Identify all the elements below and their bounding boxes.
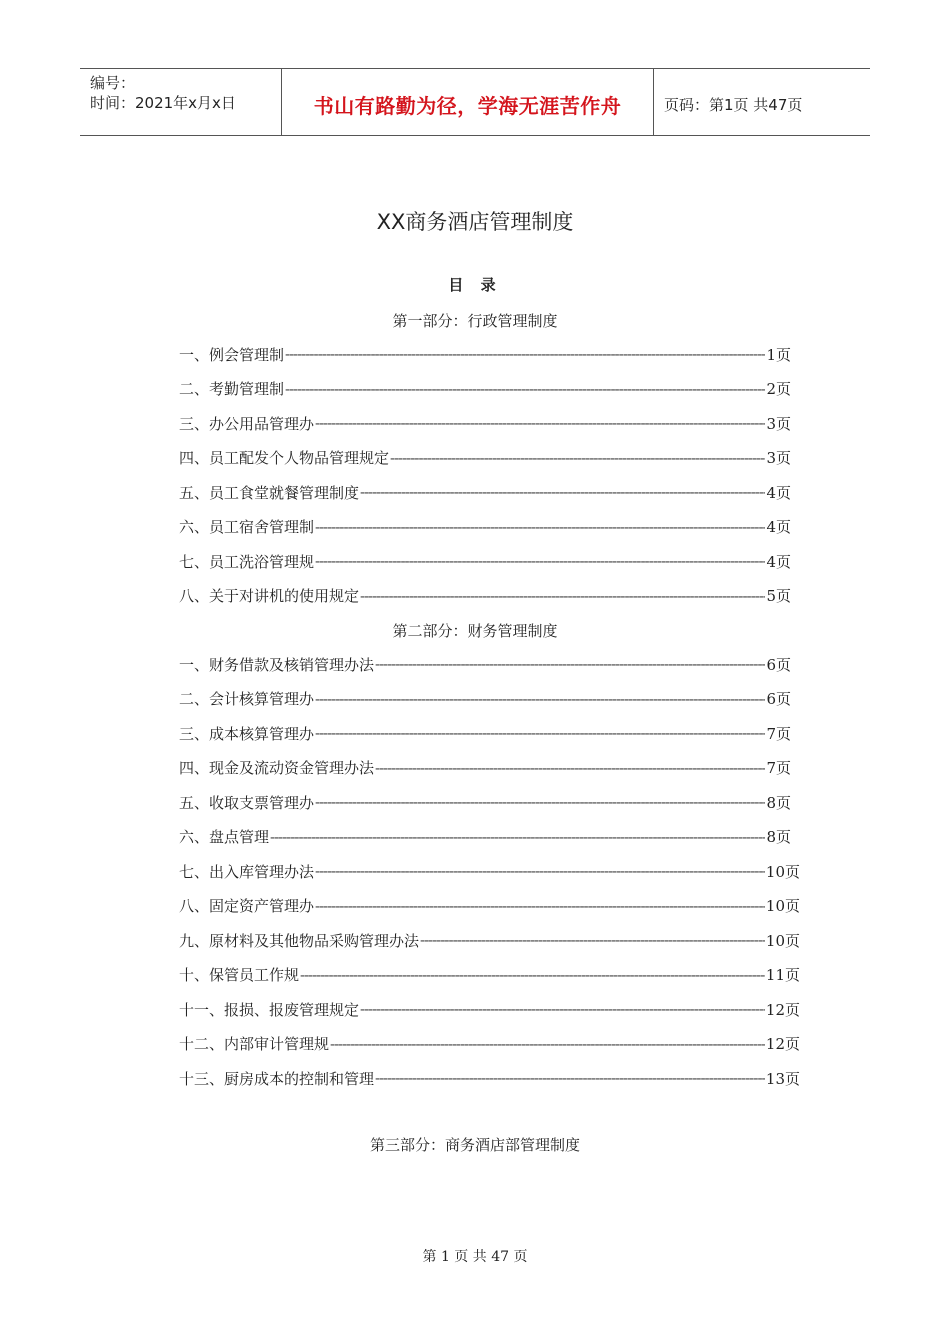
toc-leader-dashes [315, 793, 765, 811]
toc-heading: 目 录 [448, 276, 502, 294]
toc-leader-dashes [330, 1035, 765, 1053]
toc-leader-dashes [315, 552, 765, 570]
toc-leader-dashes [270, 828, 765, 846]
document-title: XX商务酒店管理制度 [376, 210, 574, 234]
serial-label: 编号： [90, 74, 136, 92]
toc-entry-page: 4页 [766, 518, 791, 536]
toc-leader-dashes [390, 449, 765, 467]
toc-entry[interactable] [179, 929, 800, 951]
toc-leader-dashes [315, 862, 765, 880]
toc-entry-page: 7页 [766, 759, 791, 777]
toc-entry-page: 10页 [765, 862, 800, 881]
header-page-info: 页码：第1页 共47页 [664, 95, 803, 114]
toc-entry-page: 2页 [766, 380, 791, 398]
toc-entry[interactable] [179, 722, 791, 744]
toc-leader-dashes [315, 897, 765, 915]
toc-entry-label: 九、原材料及其他物品采购管理办法 [179, 931, 420, 950]
toc-leader-dashes [315, 518, 765, 536]
toc-entry[interactable] [179, 653, 791, 675]
page-header [80, 68, 870, 136]
toc-entry[interactable] [179, 791, 791, 813]
toc-entry-page: 4页 [766, 483, 791, 502]
toc-entry-label: 十三、厨房成本的控制和管理 [179, 1069, 375, 1088]
toc-entry[interactable] [179, 412, 791, 434]
toc-entry[interactable] [179, 1033, 800, 1055]
toc-entry-page: 1页 [766, 345, 791, 364]
toc-entry[interactable] [179, 860, 800, 882]
toc-entry-label: 一、财务借款及核销管理办法 [179, 655, 375, 674]
toc-entry-page: 3页 [766, 414, 791, 433]
toc-leader-dashes [285, 345, 765, 363]
time-label: 时间：2021年x月x日 [90, 94, 236, 112]
toc-entry-label: 一、例会管理制 [179, 345, 285, 364]
toc-entry-page: 11页 [765, 966, 800, 984]
toc-entry[interactable] [179, 516, 791, 538]
header-meta [80, 69, 281, 135]
toc-entry-page: 8页 [766, 793, 791, 812]
toc-entry-label: 五、收取支票管理办 [179, 793, 315, 812]
toc-part-title: 第三部分：商务酒店部管理制度 [369, 1136, 580, 1154]
toc-entry-page: 12页 [765, 1000, 800, 1019]
toc-entry-page: 7页 [766, 724, 791, 743]
toc-entry[interactable] [179, 998, 800, 1020]
toc-entry-label: 七、出入库管理办法 [179, 862, 315, 881]
toc-entry-label: 二、考勤管理制 [179, 380, 285, 398]
toc-entry-page: 6页 [766, 690, 791, 708]
toc-leader-dashes [360, 1000, 765, 1018]
toc-entry[interactable] [179, 1067, 800, 1089]
toc-entry-label: 四、员工配发个人物品管理规定 [179, 449, 390, 467]
toc-leader-dashes [375, 759, 765, 777]
toc-entry-page: 4页 [766, 552, 791, 571]
toc-leader-dashes [360, 483, 765, 501]
toc-leader-dashes [315, 690, 765, 708]
toc-entry[interactable] [179, 343, 791, 365]
toc-entry-page: 13页 [765, 1069, 800, 1088]
toc-entry-page: 3页 [766, 449, 791, 467]
toc-entry-label: 二、会计核算管理办 [179, 690, 315, 708]
toc-entry-label: 六、盘点管理 [179, 828, 270, 846]
toc-entry-label: 七、员工洗浴管理规 [179, 552, 315, 571]
toc-entry-page: 8页 [766, 828, 791, 846]
toc-entry-page: 6页 [766, 655, 791, 674]
toc-leader-dashes [375, 655, 765, 673]
toc-entry-label: 五、员工食堂就餐管理制度 [179, 483, 360, 502]
toc-leader-dashes [285, 380, 765, 398]
toc-entry-label: 三、办公用品管理办 [179, 414, 315, 433]
toc-entry[interactable] [179, 757, 791, 779]
toc-leader-dashes [315, 414, 765, 432]
toc-entry-label: 四、现金及流动资金管理办法 [179, 759, 375, 777]
toc-entry[interactable] [179, 481, 791, 503]
toc-entry[interactable] [179, 895, 800, 917]
toc-entry[interactable] [179, 585, 791, 607]
toc-entry[interactable] [179, 688, 791, 710]
toc-entry-page: 10页 [765, 931, 800, 950]
toc-entry-label: 八、固定资产管理办 [179, 897, 315, 915]
toc-entry-page: 5页 [766, 587, 791, 605]
toc-entry-label: 十一、报损、报废管理规定 [179, 1000, 360, 1019]
toc-entry[interactable] [179, 378, 791, 400]
page-footer: 第 1 页 共 47 页 [422, 1249, 528, 1265]
toc-entry-label: 十、保管员工作规 [179, 966, 300, 984]
toc-part-title: 第二部分：财务管理制度 [392, 622, 558, 640]
toc-entry-label: 六、员工宿舍管理制 [179, 518, 315, 536]
toc-entry-label: 十二、内部审计管理规 [179, 1035, 330, 1053]
toc-entry-page: 12页 [765, 1035, 800, 1053]
toc-leader-dashes [300, 966, 765, 984]
toc-leader-dashes [420, 931, 765, 949]
toc-part-title: 第一部分：行政管理制度 [392, 312, 558, 330]
toc-entry-label: 三、成本核算管理办 [179, 724, 315, 743]
header-motto: 书山有路勤为径，学海无涯苦作舟 [281, 69, 654, 135]
toc-leader-dashes [360, 587, 765, 605]
toc-entry[interactable] [179, 447, 791, 469]
toc-entry[interactable] [179, 550, 791, 572]
toc-leader-dashes [375, 1069, 765, 1087]
toc-entry-page: 10页 [765, 897, 800, 915]
toc-leader-dashes [315, 724, 765, 742]
toc-entry[interactable] [179, 964, 800, 986]
toc-entry-label: 八、关于对讲机的使用规定 [179, 587, 360, 605]
toc-entry[interactable] [179, 826, 791, 848]
